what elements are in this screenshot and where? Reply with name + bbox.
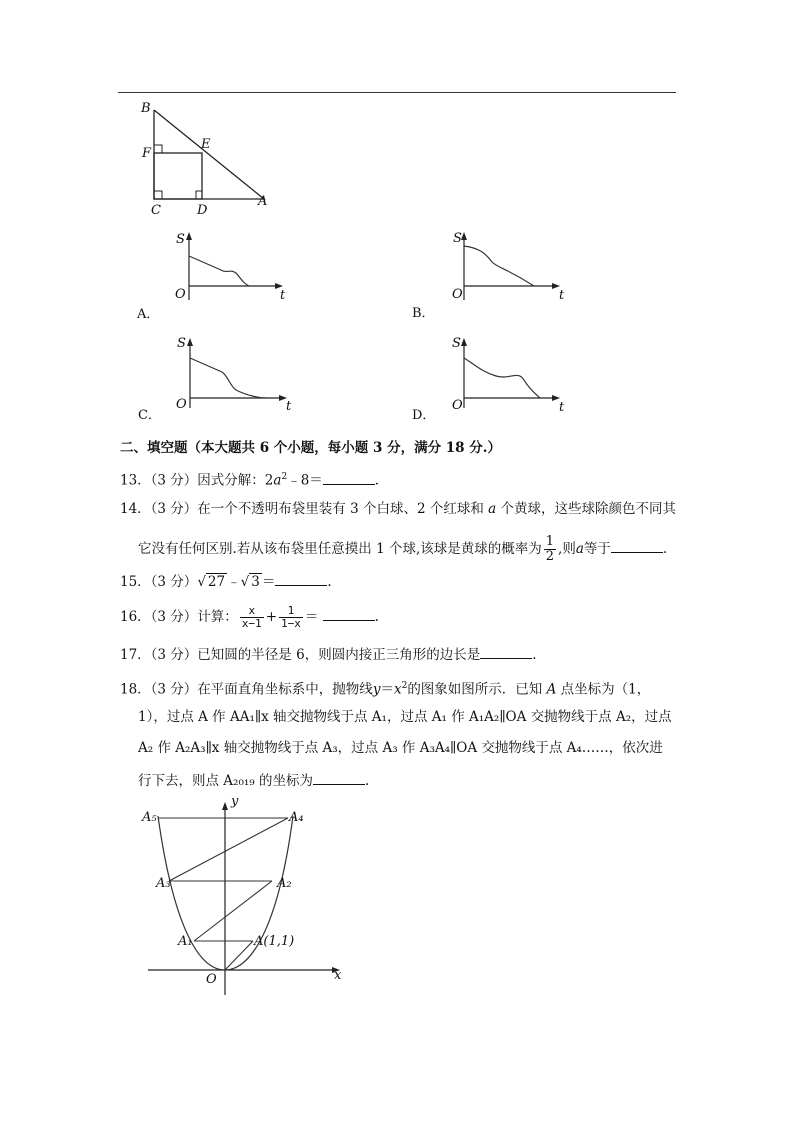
option-d-o: O: [452, 398, 463, 413]
label-F: F: [142, 146, 152, 161]
parabola-figure: [140, 790, 350, 1005]
parabola-label-a2: A₂: [277, 876, 292, 891]
parabola-label-o: O: [206, 972, 217, 987]
option-a-letter: A．: [137, 307, 160, 322]
parabola-label-a1: A₁: [178, 934, 193, 949]
question-18-line3: A₂ 作 A₂A₃∥x 轴交抛物线于点 A₃，过点 A₃ 作 A₃A₄∥OA 交抛物线于点 A₄……，依次进: [138, 740, 663, 756]
option-d-s: S: [452, 336, 461, 351]
option-c-o: O: [176, 397, 187, 412]
parabola-label-a3: A₃: [156, 876, 171, 891]
parabola-label-a4: A₄: [289, 810, 304, 825]
question-14-line2: 它没有任何区别.若从该布袋里任意摸出 1 个球,该球是黄球的概率为 $\frac{1}{2}$ ,则a等于 .: [138, 534, 668, 564]
parabola-label-y: y: [231, 794, 239, 809]
option-d-letter: D．: [412, 408, 436, 423]
question-18-line4: 行下去，则点 A₂₀₁₉ 的坐标为 .: [138, 773, 370, 789]
label-D: D: [197, 203, 208, 218]
section-title: 二、填空题（本大题共 6 个小题，每小题 3 分，满分 18 分.）: [120, 440, 501, 456]
label-A: A: [258, 194, 268, 209]
question-14-line1: 14．（3 分）在一个不透明布袋里装有 3 个白球、2 个红球和 a 个黄球，这些球除颜色不同其: [120, 501, 677, 517]
parabola-label-a: A(1,1): [254, 934, 295, 949]
label-C: C: [151, 203, 161, 218]
option-b-letter: B．: [412, 306, 435, 321]
option-c-t: t: [286, 399, 292, 414]
option-a-s: S: [176, 232, 185, 247]
option-c-s: S: [177, 336, 186, 351]
answer-blank-18[interactable]: [313, 771, 365, 785]
option-b-o: O: [452, 287, 463, 302]
option-a-t: t: [280, 288, 286, 303]
question-15: 15．（3 分）√ 27 ﹣√ 3 ＝ .: [120, 574, 332, 590]
option-b-t: t: [559, 288, 565, 303]
label-E: E: [201, 137, 211, 152]
question-13: 13．（3 分）因式分解：$2a^2﹣8=$ .: [120, 472, 380, 489]
question-18-line2: 1），过点 A 作 AA₁∥x 轴交抛物线于点 A₁，过点 A₁ 作 A₁A₂∥OA 交抛物线于点 A₂，过点: [138, 709, 672, 725]
question-16: 16．（3 分）计算： $\frac{x}{x-1}$ + $\frac{1}{1-x}$ ＝ .: [120, 604, 379, 630]
option-a-o: O: [175, 287, 186, 302]
option-d-t: t: [559, 400, 565, 415]
answer-blank-13[interactable]: [323, 471, 375, 485]
answer-blank-15[interactable]: [275, 572, 327, 586]
header-rule: [118, 92, 676, 93]
option-c-letter: C．: [138, 408, 161, 423]
answer-blank-14[interactable]: [611, 539, 663, 553]
parabola-label-x: x: [334, 968, 342, 983]
question-18-line1: 18．（3 分）在平面直角坐标系中，抛物线$y=x^2$的图象如图所示．已知 A 点坐标为（1，: [120, 681, 651, 698]
parabola-label-a5: A₅: [142, 810, 157, 825]
answer-blank-17[interactable]: [480, 645, 532, 659]
option-b-s: S: [453, 231, 462, 246]
question-17: 17．（3 分）已知圆的半径是 6，则圆内接正三角形的边长是 .: [120, 647, 537, 663]
answer-blank-16[interactable]: [323, 607, 375, 621]
option-c-graph: [168, 336, 293, 406]
label-B: B: [141, 101, 151, 116]
